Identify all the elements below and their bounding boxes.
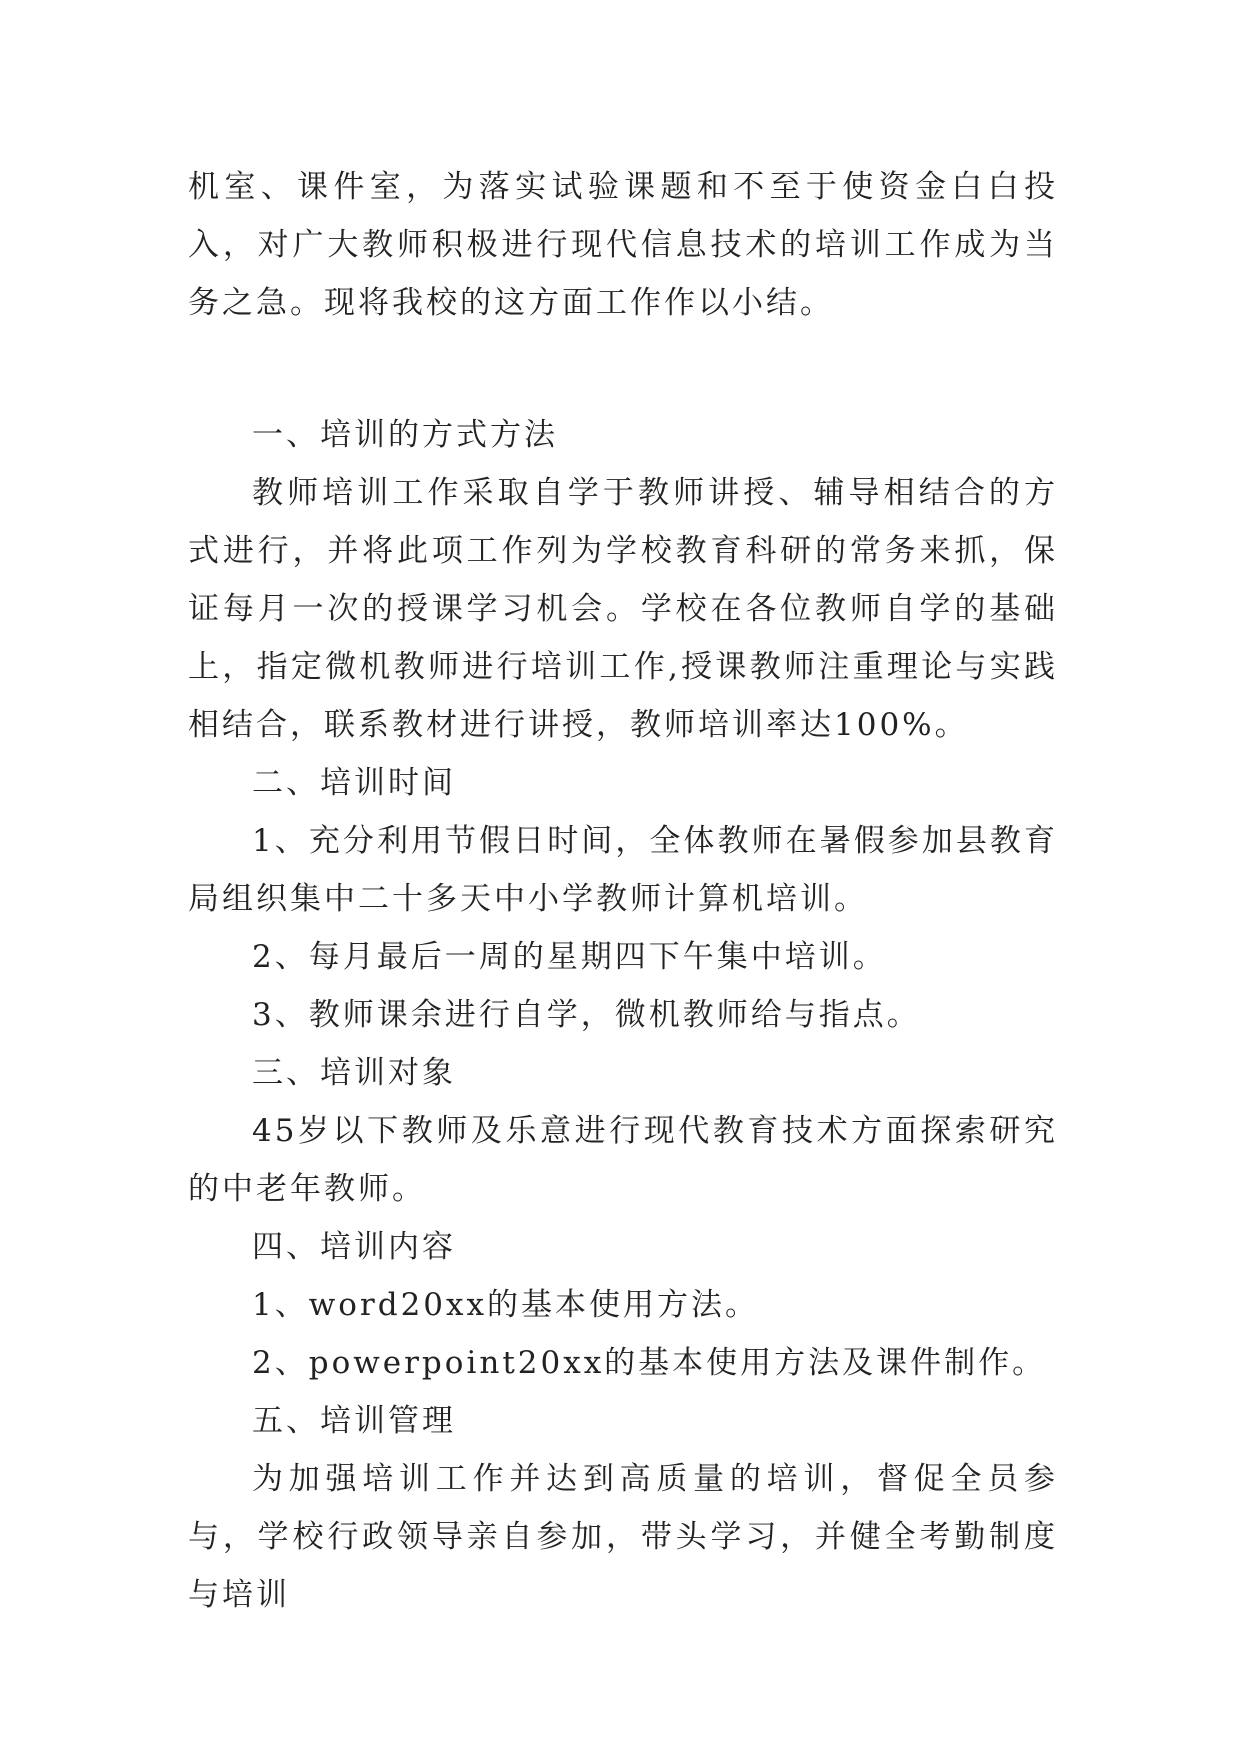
time-item-1: 1、充分利用节假日时间，全体教师在暑假参加县教育局组织集中二十多天中小学教师计算机培训。: [188, 823, 1058, 917]
section-heading-management: 五、培训管理: [252, 1403, 456, 1439]
audience-paragraph: 45岁以下教师及乐意进行现代教育技术方面探索研究的中老年教师。: [188, 1113, 1058, 1207]
intro-paragraph: 机室、课件室，为落实试验课题和不至于使资金白白投入，对广大教师积极进行现代信息技术的培训工作成为当务之急。现将我校的这方面工作作以小结。: [188, 169, 1058, 321]
section-heading-time: 二、培训时间: [252, 765, 456, 801]
section-heading-content: 四、培训内容: [252, 1229, 456, 1265]
time-item-3: 3、教师课余进行自学，微机教师给与指点。: [252, 997, 921, 1033]
methods-paragraph: 教师培训工作采取自学于教师讲授、辅导相结合的方式进行，并将此项工作列为学校教育科研的常务来抓，保证每月一次的授课学习机会。学校在各位教师自学的基础上，指定微机教师进行培训工作,授课教师注重理论与实践相结合，联系教材进行讲授，教师培训率达100%。: [188, 475, 1058, 743]
paragraph-spacer: [188, 332, 1058, 406]
time-item-2: 2、每月最后一周的星期四下午集中培训。: [252, 939, 887, 975]
document-body: [188, 158, 1058, 1624]
content-item-2: 2、powerpoint20xx的基本使用方法及课件制作。: [252, 1345, 1047, 1381]
management-paragraph: 为加强培训工作并达到高质量的培训，督促全员参与，学校行政领导亲自参加，带头学习，并健全考勤制度与培训: [188, 1461, 1058, 1613]
content-item-1: 1、word20xx的基本使用方法。: [252, 1287, 759, 1323]
section-heading-methods: 一、培训的方式方法: [252, 417, 558, 453]
section-heading-audience: 三、培训对象: [252, 1055, 456, 1091]
